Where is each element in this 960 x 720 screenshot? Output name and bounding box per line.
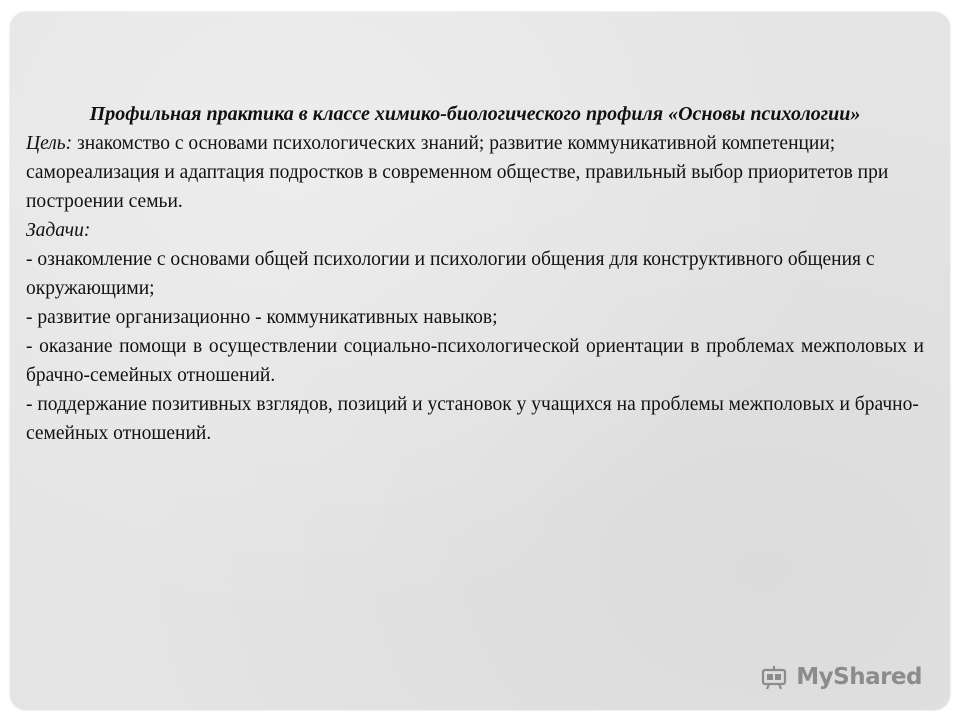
goal-label: Цель: bbox=[26, 133, 73, 154]
myshared-logo-icon bbox=[760, 664, 790, 690]
myshared-logo-text: MyShared bbox=[796, 664, 922, 690]
goal-paragraph bbox=[26, 129, 924, 216]
slide-title: Профильная практика в классе химико-биологического профиля «Основы психологии» bbox=[89, 103, 861, 125]
goal-text: знакомство с основами психологических знаний; развитие коммуникативной компетенции; самореализация и адаптация подростков в современном обществе, правильный выбор приоритетов при построении семьи. bbox=[26, 133, 889, 212]
task-item: - оказание помощи в осуществлении социально-психологической ориентации в проблемах межполовых и брачно-семейных отношений. bbox=[26, 336, 924, 386]
task-item: - развитие организационно - коммуникативных навыков; bbox=[26, 307, 498, 328]
myshared-watermark bbox=[760, 664, 922, 690]
slide bbox=[10, 12, 950, 710]
slide-content bbox=[26, 100, 924, 448]
task-item: - ознакомление с основами общей психологии и психологии общения для конструктивного общения с окружающими; bbox=[26, 249, 875, 299]
task-item: - поддержание позитивных взглядов, позиций и установок у учащихся на проблемы межполовых и брачно-семейных отношений. bbox=[26, 394, 919, 444]
tasks-label: Задачи: bbox=[26, 220, 91, 241]
